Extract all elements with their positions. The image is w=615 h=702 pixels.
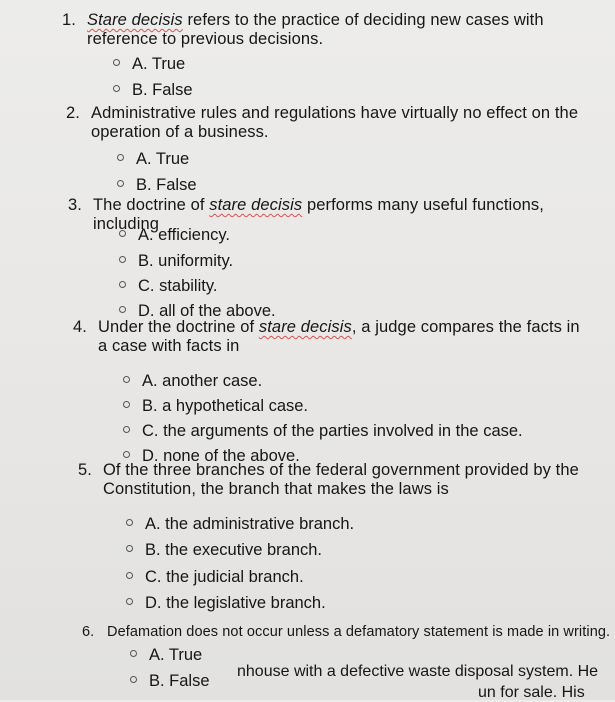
option-5a[interactable]: A. the administrative branch. [126, 515, 354, 534]
circle-bullet-icon [126, 572, 133, 579]
question-4 [73, 318, 593, 356]
circle-bullet-icon [130, 650, 137, 657]
circle-bullet-icon [126, 545, 133, 552]
option-4b[interactable]: B. a hypothetical case. [123, 397, 308, 416]
question-text: Under the doctrine of stare decisis, a judge compares the facts in a case with facts in [98, 318, 580, 355]
option-3b[interactable]: B. uniformity. [119, 252, 233, 271]
question-number: 3. [68, 196, 82, 214]
option-3c[interactable]: C. stability. [119, 277, 217, 296]
circle-bullet-icon [119, 281, 126, 288]
term-stare-decisis: Stare decisis [87, 11, 183, 29]
circle-bullet-icon [119, 306, 126, 313]
option-4d[interactable]: D. none of the above. [123, 447, 300, 466]
term-stare-decisis: stare decisis [209, 196, 303, 214]
question-text: Administrative rules and regulations have virtually no effect on the operation of a business. [91, 104, 579, 141]
option-6b[interactable]: B. False [130, 672, 210, 691]
circle-bullet-icon [126, 598, 133, 605]
circle-bullet-icon [113, 59, 120, 66]
question-number: 5. [78, 461, 92, 479]
question-number: 4. [73, 318, 87, 336]
question-5 [78, 461, 583, 499]
option-5b[interactable]: B. the executive branch. [126, 541, 322, 560]
option-5c[interactable]: C. the judicial branch. [126, 568, 304, 587]
cutoff-text-line-1: nhouse with a defective waste disposal system. He [237, 663, 599, 680]
term-stare-decisis: stare decisis [258, 318, 352, 336]
circle-bullet-icon [126, 519, 133, 526]
option-3a[interactable]: A. efficiency. [119, 226, 230, 245]
option-4c[interactable]: C. the arguments of the parties involved in the case. [123, 422, 523, 441]
circle-bullet-icon [123, 426, 130, 433]
circle-bullet-icon [113, 85, 120, 92]
question-number: 2. [66, 104, 80, 122]
circle-bullet-icon [119, 256, 126, 263]
cutoff-text-line-2: un for sale. His [478, 684, 585, 701]
circle-bullet-icon [117, 154, 124, 161]
circle-bullet-icon [119, 230, 126, 237]
option-1a[interactable]: A. True [113, 55, 185, 74]
question-1 [62, 11, 610, 49]
option-2b[interactable]: B. False [117, 176, 197, 195]
question-2 [66, 104, 586, 142]
question-text: Of the three branches of the federal government provided by the Constitution, the branch that makes the laws is [103, 461, 579, 498]
question-text: The doctrine of stare decisis performs many useful functions, including [93, 196, 544, 233]
question-text: Stare decisis refers to the practice of deciding new cases with reference to previous decisions. [87, 11, 544, 48]
circle-bullet-icon [117, 180, 124, 187]
option-5d[interactable]: D. the legislative branch. [126, 594, 326, 613]
option-1b[interactable]: B. False [113, 81, 193, 100]
option-4a[interactable]: A. another case. [123, 372, 262, 391]
circle-bullet-icon [123, 401, 130, 408]
circle-bullet-icon [130, 676, 137, 683]
question-number: 1. [62, 11, 76, 29]
question-number: 6. [82, 624, 95, 640]
question-6 [82, 623, 612, 642]
option-6a[interactable]: A. True [130, 646, 202, 665]
question-text: Defamation does not occur unless a defamatory statement is made in writing. [107, 624, 611, 640]
option-3d[interactable]: D. all of the above. [119, 302, 276, 321]
circle-bullet-icon [123, 451, 130, 458]
circle-bullet-icon [123, 376, 130, 383]
option-2a[interactable]: A. True [117, 150, 189, 169]
